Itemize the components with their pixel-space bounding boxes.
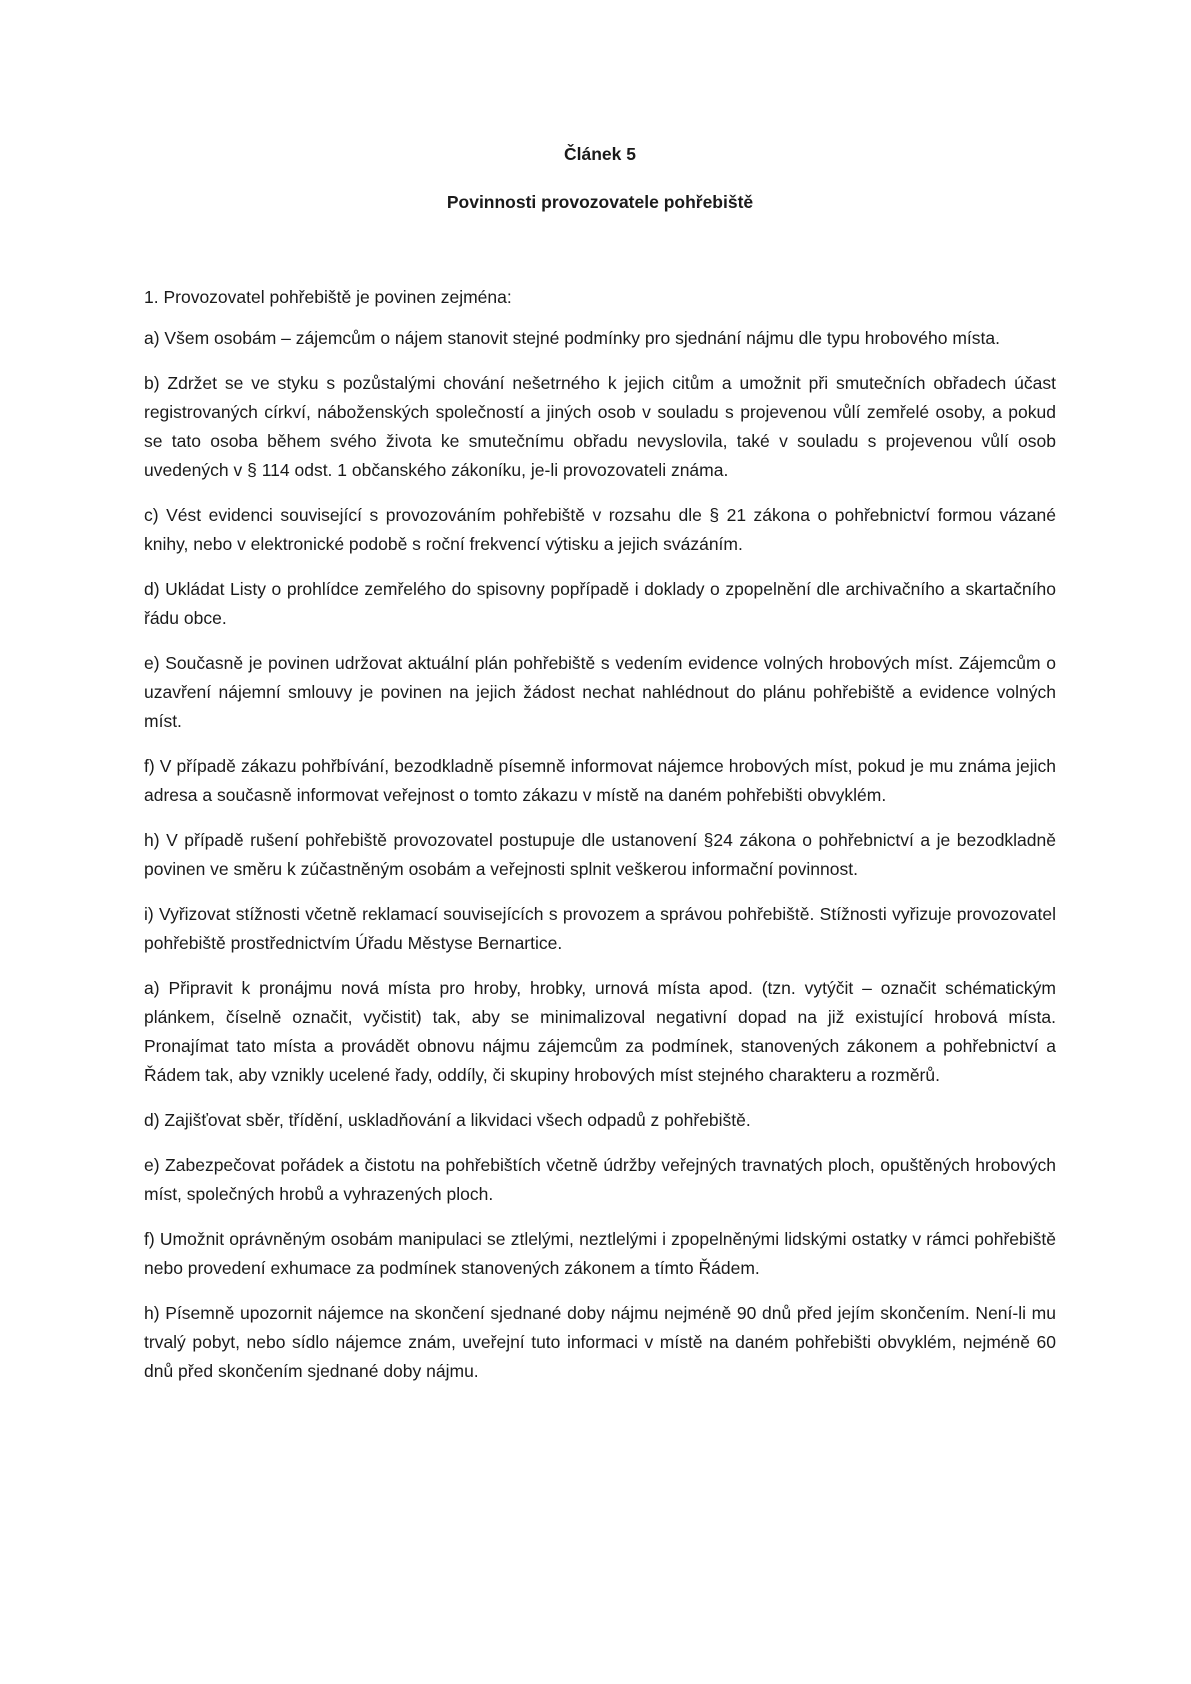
paragraph-e-cleanliness: e) Zabezpečovat pořádek a čistotu na pohřebištích včetně údržby veřejných travnatých ploch, opuštěných hrobových míst, společných hrobů a vyhrazených ploch. bbox=[144, 1155, 1056, 1204]
paragraph-f-remains: f) Umožnit oprávněným osobám manipulaci se ztlelými, neztlelými i zpopelněnými lidskými ostatky v rámci pohřebiště nebo provedení exhumace za podmínek stanovených zákonem a tímto Řádem. bbox=[144, 1229, 1056, 1278]
paragraph-d-archive: d) Ukládat Listy o prohlídce zemřelého do spisovny popřípadě i doklady o zpopelnění dle archivačního a skartačního řádu obce. bbox=[144, 579, 1056, 628]
paragraph-h-cancellation: h) V případě rušení pohřebiště provozovatel postupuje dle ustanovení §24 zákona o pohřebnictví a je bezodkladně povinen ve směru k zúčastněným osobám a veřejnosti splnit veškerou informační povinnost. bbox=[144, 830, 1056, 879]
paragraph-a-equal-conditions: a) Všem osobám – zájemcům o nájem stanovit stejné podmínky pro sjednání nájmu dle typu hrobového místa. bbox=[144, 328, 1000, 348]
paragraph-f-burial-ban: f) V případě zákazu pohřbívání, bezodkladně písemně informovat nájemce hrobových míst, pokud je mu známa jejich adresa a současně informovat veřejnost o tomto zákazu v místě na daném pohřebišti obvyklém. bbox=[144, 756, 1056, 805]
article-number: Článek 5 bbox=[564, 144, 636, 164]
paragraph-e-plan: e) Současně je povinen udržovat aktuální plán pohřebiště s vedením evidence volných hrobových míst. Zájemcům o uzavření nájemní smlouvy je povinen na jejich žádost nechat nahlédnout do plánu pohřebiště a evidence volných míst. bbox=[144, 653, 1056, 731]
paragraph-d-waste: d) Zajišťovat sběr, třídění, uskladňování a likvidaci všech odpadů z pohřebiště. bbox=[144, 1110, 751, 1130]
paragraph-i-complaints: i) Vyřizovat stížnosti včetně reklamací souvisejících s provozem a správou pohřebiště. Stížnosti vyřizuje provozovatel pohřebiště prostřednictvím Úřadu Městyse Bernartice. bbox=[144, 904, 1056, 953]
article-body bbox=[144, 283, 1056, 1402]
paragraph-b-conduct: b) Zdržet se ve styku s pozůstalými chování nešetrného k jejich citům a umožnit při smutečních obřadech účast registrovaných církví, náboženských společností a jiných osob v souladu s projevenou vůlí zemřelé osoby, a pokud se tato osoba během svého života ke smutečnímu obřadu nevyslovila, také v souladu s projevenou vůlí osob uvedených v § 114 odst. 1 občanského zákoníku, je-li provozovateli známa. bbox=[144, 373, 1056, 480]
article-title: Povinnosti provozovatele pohřebiště bbox=[446, 192, 754, 212]
paragraph-a-new-places: a) Připravit k pronájmu nová místa pro hroby, hrobky, urnová místa apod. (tzn. vytýčit – označit schématickým plánkem, číselně označit, vyčistit) tak, aby se minimalizoval negativní dopad na již existující hrobová místa. Pronajímat tato místa a provádět obnovu nájmu zájemcům za podmínek, stanovených zákonem a pohřebnictví a Řádem tak, aby vznikly ucelené řady, oddíly, či skupiny hrobových míst stejného charakteru a rozměrů. bbox=[144, 978, 1056, 1085]
intro-paragraph: 1. Provozovatel pohřebiště je povinen zejména: bbox=[144, 287, 512, 307]
paragraph-h-lease-end: h) Písemně upozornit nájemce na skončení sjednané doby nájmu nejméně 90 dnů před jejím skončením. Není-li mu trvalý pobyt, nebo sídlo nájemce znám, uveřejní tuto informaci v místě na daném pohřebišti obvyklém, nejméně 60 dnů před skončením sjednané doby nájmu. bbox=[144, 1303, 1056, 1381]
paragraph-c-records: c) Vést evidenci související s provozováním pohřebiště v rozsahu dle § 21 zákona o pohřebnictví formou vázané knihy, nebo v elektronické podobě s roční frekvencí výtisku a jejich svázáním. bbox=[144, 505, 1056, 554]
